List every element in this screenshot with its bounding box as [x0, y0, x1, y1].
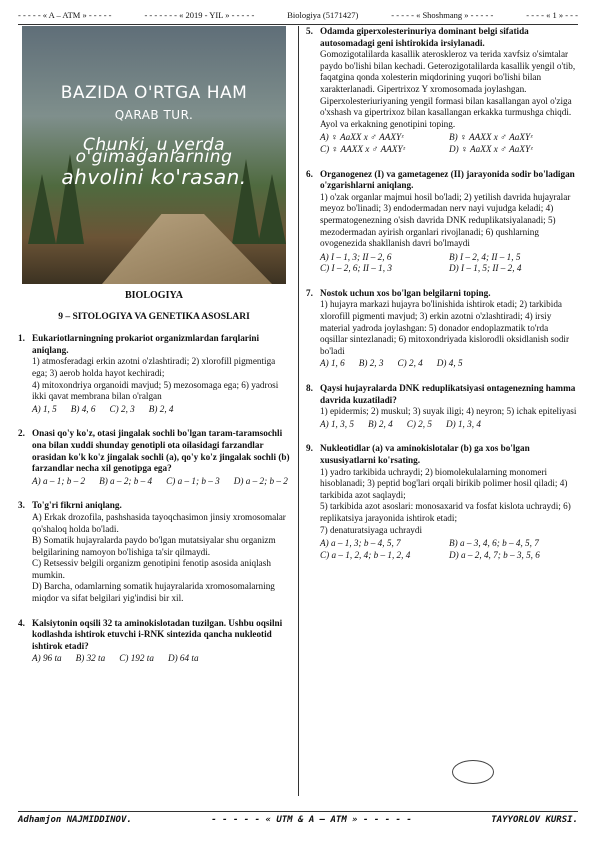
answer-option-c[interactable]: C) ♀ AAXX x ♂ AAXYᶻ: [320, 143, 405, 154]
question-9: [306, 443, 578, 561]
question-number: 6.: [306, 168, 313, 179]
footer-author: Adhamjon NAJMIDDINOV.: [18, 815, 132, 825]
answer-option-c[interactable]: C) a – 1; b – 3: [166, 475, 220, 486]
question-title: Nostok uchun xos bo'lgan belgilarni toping.: [320, 287, 491, 298]
question-number: 2.: [18, 428, 25, 439]
answer-option-d[interactable]: D) 1, 3, 4: [445, 418, 481, 429]
question-item: 1) o'zak organlar majmui hosil bo'ladi; 2) yetilish davrida hujayralar meyoz bo'linadi; 3) endodermadan nerv nayi vujudga keladi; 4) spermatogenezning o'sish davrida DNK reduplikatsiyalanadi; 5) mezodermadan ayirish organlari rivojlanadi; 6) qushlarning ovogenezida shakllanish davri bo'lmaydi: [320, 191, 571, 249]
question-item: 5) tarkibida azot asoslari: monosaxarid va fosfat kislota uchraydi; 6) replikatsiya jarayonida ishtirok etadi;: [320, 501, 571, 523]
answer-option-a[interactable]: A) I – 1, 3; II – 2, 6: [320, 251, 392, 262]
question-4: [18, 618, 290, 665]
answer-option-a[interactable]: A) a – 1, 3; b – 4, 5, 7: [320, 538, 401, 549]
page-header: [18, 8, 578, 25]
question-number: 8.: [306, 383, 313, 394]
question-item: 4) mitoxondriya organoidi mavjud; 5) mezosomaga ega; 6) yadrosi ikki qavat membrana bilan o'ralgan: [32, 379, 279, 402]
question-8: [306, 383, 578, 430]
answer-option-c[interactable]: C) I – 2, 6; II – 1, 3: [320, 263, 392, 274]
answer-option-b[interactable]: B) 32 ta: [75, 653, 106, 664]
answer-option-d[interactable]: D) ♀ AaXX x ♂ AaXYᶻ: [449, 143, 533, 154]
answer-option-d[interactable]: D) a – 2, 4, 7; b – 3, 5, 6: [449, 549, 540, 560]
question-item: Gomozigotalilarda kasallik ateroskleroz va terida xavfsiz o'simtalar paydo bo'lishi bilan kechadi. Geterozigotalilarda kasallik yengil o'tib, faqatgina qonda xolesterin miqdorining yuqori bo'lishi bilan xarakterlanadi. Gipertrixoz Y xromosomada joylashgan. Giperxolesteriuriyaning yengil formasi bilan kasallangan ayol o'ziga o'xshash va gipertrixoz bilan kasallangan erkakka turmushga chiqdi. Ayol va erkakning genotipini toping.: [320, 49, 576, 129]
question-2: [18, 428, 290, 487]
subject-title: BIOLOGIYA: [125, 290, 183, 301]
footer-course: TAYYORLOV KURSI.: [491, 815, 578, 825]
answer-option-c[interactable]: C) 2, 3: [109, 403, 135, 414]
question-title: Kalsiytonin oqsili 32 ta aminokislotadan tuzilgan. Ushbu oqsilni kodlashda ishtirok etuvchi i-RNK sintezida qancha nukleotid ishtirok etadi?: [32, 617, 283, 651]
answer-option-c[interactable]: C) Retsessiv belgili organizm genotipini fenotip asosida aniqlash mumkin.: [32, 558, 271, 580]
column-divider: [298, 26, 299, 796]
answer-option-a[interactable]: A) 1, 5: [32, 403, 57, 414]
question-number: 7.: [306, 287, 313, 298]
question-item: 1) atmosferadagi erkin azotni o'zlashtiradi; 2) xlorofill pigmentiga ega; 3) aerob holda hayot kechiradi;: [32, 356, 276, 378]
poster-line-3: Chunki, u yerda o'gimaganlarning: [75, 135, 233, 167]
question-3: [18, 500, 290, 604]
question-5: [306, 26, 578, 156]
stamp-icon: [452, 760, 494, 784]
answer-option-b[interactable]: B) 2, 4: [367, 418, 393, 429]
question-title: Odamda giperxolesterinuriya dominant belgi sifatida autosomadagi geni ishtirokida irsiylanadi.: [320, 26, 529, 48]
section-title: 9 – SITOLOGIYA VA GENETIKA ASOSLARI: [58, 311, 250, 322]
question-title: Organogenez (I) va gametagenez (II) jarayonida sodir bo'ladigan o'zgarishlarni aniqlang.: [320, 168, 575, 191]
answer-option-a[interactable]: A) a – 1; b – 2: [32, 475, 86, 486]
page-footer: [18, 811, 578, 825]
poster-line-1: BAZIDA O'RTGA HAM: [60, 83, 248, 103]
question-title: To'g'ri fikrni aniqlang.: [32, 500, 122, 511]
header-subject: Biologiya (5171427): [287, 10, 359, 20]
poster-line-4: ahvolini ko'rasan.: [61, 165, 247, 189]
answer-option-d[interactable]: D) 4, 5: [436, 358, 463, 369]
answer-option-b[interactable]: B) 4, 6: [70, 403, 96, 414]
answer-option-c[interactable]: C) a – 1, 2, 4; b – 1, 2, 4: [320, 549, 411, 560]
answer-option-d[interactable]: D) I – 1, 5; II – 2, 4: [449, 263, 522, 274]
answer-option-c[interactable]: C) 192 ta: [119, 653, 154, 664]
question-number: 5.: [306, 26, 313, 36]
left-column: [18, 26, 290, 678]
header-motto: - - - - - « Shoshmang » - - - - -: [391, 10, 494, 20]
header-year: - - - - - - - « 2019 - YIL » - - - - -: [144, 10, 255, 20]
question-title: Eukariotlarningning prokariot organizmlardan farqlarini aniqlang.: [32, 333, 260, 355]
answer-option-b[interactable]: B) 2, 3: [358, 358, 384, 369]
answer-option-b[interactable]: B) a – 3, 4, 6; b – 4, 5, 7: [449, 538, 539, 549]
question-item: 1) epidermis; 2) muskul; 3) suyak iligi; 4) neyron; 5) ichak epiteliyasi: [320, 406, 577, 417]
answer-option-c[interactable]: C) 2, 4: [397, 358, 423, 369]
question-number: 1.: [18, 333, 25, 344]
motivational-poster: [22, 26, 286, 284]
answer-option-a[interactable]: A) 1, 3, 5: [320, 418, 354, 429]
question-number: 3.: [18, 500, 25, 511]
question-item: 1) yadro tarkibida uchraydi; 2) biomolekulalarning monomeri hisoblanadi; 3) peptid bog'lari orqali birikib polimer hosil qiladi; 4) tarkibida azot saqlaydi;: [320, 466, 568, 500]
answer-option-c[interactable]: C) 2, 5: [406, 418, 432, 429]
question-1: [18, 333, 290, 415]
poster-line-2: QARAB TUR.: [114, 108, 194, 122]
footer-brand: - - - - - « UTM & A – ATM » - - - - -: [211, 815, 412, 825]
answer-option-d[interactable]: D) 64 ta: [167, 653, 199, 664]
answer-option-d[interactable]: D) a – 2; b – 2: [233, 475, 288, 486]
header-left: - - - - - « A – ATM » - - - - -: [18, 10, 112, 20]
question-7: [306, 288, 578, 370]
header-page-number: - - - - « 1 » - - -: [526, 10, 578, 20]
right-column: [306, 26, 578, 574]
answer-option-b[interactable]: B) Somatik hujayralarda paydo bo'lgan mutatsiyalar shu organizm belgilarining namoyon bo'lishiga ta'sir qilmaydi.: [32, 535, 276, 557]
question-title: Qaysi hujayralarda DNK reduplikatsiyasi ontagenezning hamma davrida kuzatiladi?: [320, 383, 576, 405]
answer-option-d[interactable]: B) 2, 4: [148, 403, 174, 414]
answer-option-b[interactable]: B) I – 2, 4; II – 1, 5: [449, 251, 521, 262]
question-number: 4.: [18, 617, 25, 628]
answer-option-a[interactable]: A) ♀ AaXX x ♂ AAXYᶻ: [320, 132, 404, 143]
question-title: Nukleotidlar (a) va aminokislotalar (b) ga xos bo'lgan xususiyatlarni ko'rsating.: [320, 443, 530, 465]
answer-option-a[interactable]: A) 1, 6: [320, 358, 345, 369]
answer-option-a[interactable]: A) 96 ta: [32, 653, 62, 664]
question-item: 7) denaturatsiyaga uchraydi: [320, 524, 423, 535]
answer-option-a[interactable]: A) Erkak drozofila, pashshasida tayoqchasimon jinsiy xromosomalar qo'shaloq holda bo'ladi.: [32, 511, 286, 534]
answer-option-b[interactable]: B) ♀ AAXX x ♂ AaXYᶻ: [449, 132, 533, 143]
question-6: [306, 169, 578, 275]
answer-option-d[interactable]: D) Barcha, odamlarning somatik hujayralarida xromosomalarning miqdor va sifat belgilari yig'indisi bir xil.: [32, 581, 275, 604]
answer-option-b[interactable]: B) a – 2; b – 4: [99, 475, 153, 486]
question-title: Onasi qo'y ko'z, otasi jingalak sochli bo'lgan taram-taramsochli ona bilan xuddi shunday genotipli ota oilasidagi farzandlar orasidan ko'k ko'z jingalak sochli (a), qo'y ko'z jingalak sochli (b) farzandlar necha xil genotipga ega?: [32, 428, 290, 474]
question-number: 9.: [306, 443, 313, 454]
question-item: 1) hujayra markazi hujayra bo'linishida ishtirok etadi; 2) tarkibida xlorofill pigmenti mavjud; 3) erkin azotni o'zlashtiradi; 4) irsiy material yadroda joylashgan: 5) donador endoplazmatik to'rda oqsillar sintezlanadi; 6) mitoxondriyada kislorodli oksidlanish sodir bo'ladi: [320, 299, 570, 356]
